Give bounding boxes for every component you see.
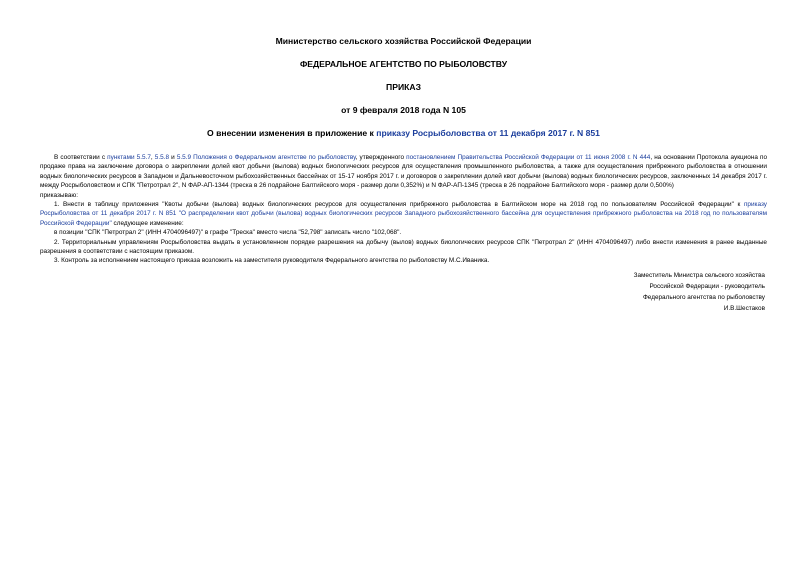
item-1 xyxy=(40,200,767,228)
preamble-text: , на основании Протокола аукциона по продаже права на заключение договора о закреплении долей квот добычи (вылова) водных биологических ресурсов для осуществления промышленного рыболовства, а также для осуществления прибрежного рыболовства в отношении водных биологических ресурсов в Западном и Дальневосточном рыбохозяйственных бассейнах от 15-17 ноября 2017 г. и договоров о закреплении долей квот добычи (вылова) водных биологических ресурсов, заключенных 14 декабря 2017 г. между Росрыболовством и СПК "Петротрал 2", N ФАР-АП-1344 (треска в 26 подрайоне Балтийского моря - размер доли 0,352%) и N ФАР-АП-1345 (треска в 26 подрайоне Балтийского моря - размер доли 0,500%) xyxy=(40,154,767,190)
signature-line: Заместитель Министра сельского хозяйства xyxy=(633,271,765,279)
title-text: О внесении изменения в приложение к xyxy=(207,128,377,138)
signature-line: Федерального агентства по рыболовству xyxy=(642,293,765,301)
document-title xyxy=(40,128,767,139)
item-1-text: следующее изменение: xyxy=(111,219,184,227)
document-type: ПРИКАЗ xyxy=(386,82,421,92)
signature-block xyxy=(40,270,767,314)
preamble-text: , утвержденного xyxy=(355,154,407,161)
item-3: 3. Контроль за исполнением настоящего приказа возложить на заместителя руководителя Федерального агентства по рыболовству М.С.Иваника. xyxy=(54,257,490,265)
document-date-number: от 9 февраля 2018 года N 105 xyxy=(341,105,466,115)
document-body xyxy=(40,153,767,266)
title-order-link[interactable]: приказу Росрыболовства от 11 декабря 2017 г. N 851 xyxy=(376,128,600,138)
signature-line: Российской Федерации - руководитель xyxy=(649,282,765,290)
ordered-line: приказываю: xyxy=(40,191,78,199)
item-2: 2. Территориальным управлениям Росрыболовства выдать в установленном порядке разрешения на добычу (вылов) водных биологических ресурсов СПК "Петротрал 2" (ИНН 4704096497) либо внести изменения в ранее выданные разрешения в соответствии с настоящим приказом. xyxy=(40,238,767,256)
link-order-851[interactable]: приказу Росрыболовства от 11 декабря 2017 г. N 851 "О распределении квот добычи (вылова) водных биологических ресурсов Западного рыбохозяйственного бассейна для осуществления прибрежного рыболовства на 2018 год по пользователям Российской Федерации" xyxy=(40,201,767,227)
link-government-decree[interactable]: постановлением Правительства Российской Федерации от 11 июня 2008 г. N 444 xyxy=(406,154,651,161)
item-1-subpoint: в позиции "СПК "Петротрал 2" (ИНН 4704096497)" в графе "Треска" вместо числа "52,798" записать число "102,068". xyxy=(54,229,402,237)
link-point-558[interactable]: 5.5.8 xyxy=(154,154,170,161)
agency-heading: ФЕДЕРАЛЬНОЕ АГЕНТСТВО ПО РЫБОЛОВСТВУ xyxy=(299,59,508,69)
link-point-557[interactable]: пунктами 5.5.7 xyxy=(107,154,151,161)
ministry-heading: Министерство сельского хозяйства Российской Федерации xyxy=(275,36,532,46)
preamble-text: , xyxy=(150,154,155,161)
preamble-text: и xyxy=(169,154,177,161)
preamble-paragraph xyxy=(40,153,767,191)
link-regulation[interactable]: 5.5.9 Положения о Федеральном агентстве по рыболовству xyxy=(176,154,356,161)
item-1-text: 1. Внести в таблицу приложения "Квоты добычи (вылова) водных биологических ресурсов для осуществления прибрежного рыболовства в Балтийском море на 2018 год по пользователям Российской Федерации" к xyxy=(54,201,744,209)
preamble-text: В соответствии с xyxy=(54,154,108,161)
signatory-name: И.В.Шестаков xyxy=(723,304,765,312)
